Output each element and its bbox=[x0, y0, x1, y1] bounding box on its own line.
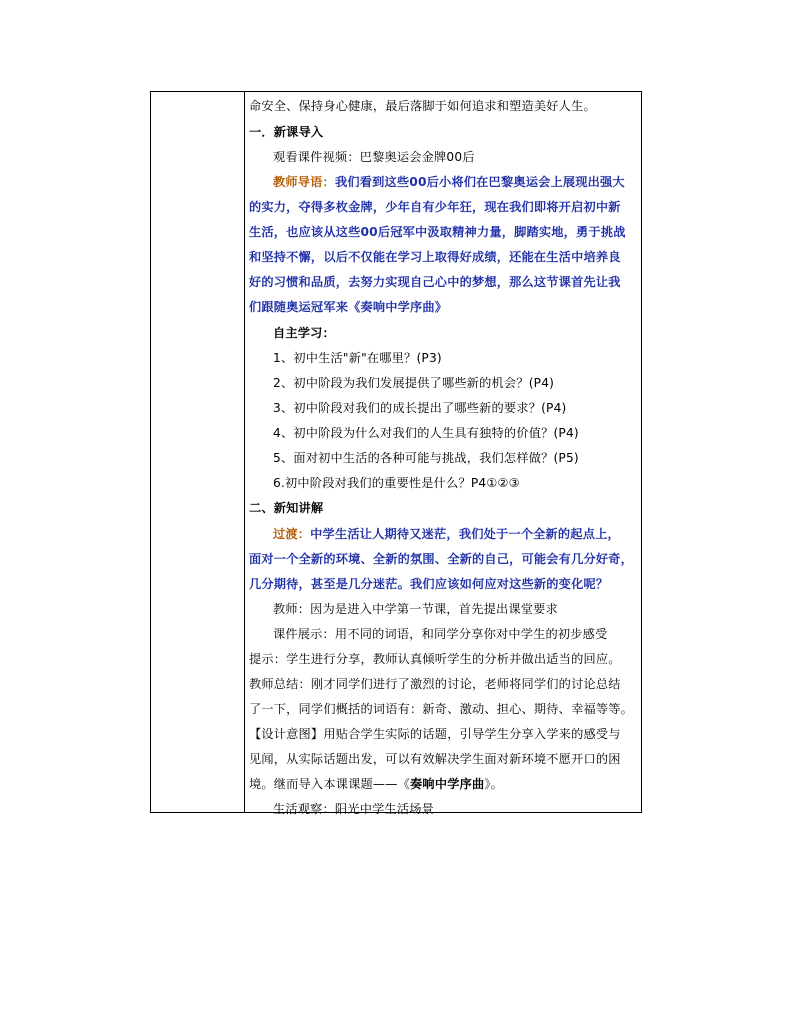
emphasis-line: 好的习惯和品质，去努力实现自己心中的梦想，那么这节课首先让我 bbox=[249, 275, 621, 289]
self-study-heading: 自主学习： bbox=[273, 326, 335, 340]
question-item: 2、初中阶段为我们发展提供了哪些新的机会？(P4) bbox=[273, 376, 555, 390]
text-line: 提示：学生进行分享，教师认真倾听学生的分析并做出适当的回应。 bbox=[249, 652, 621, 666]
lesson-title: 奏响中学序曲 bbox=[410, 777, 485, 791]
text-segment: 》。 bbox=[484, 777, 504, 791]
transition-text: 中学生活让人期待又迷茫，我们处于一个全新的起点上， bbox=[310, 527, 620, 541]
emphasis-line: 几分期待，甚至是几分迷茫。我们应该如何应对这些新的变化呢？ bbox=[249, 577, 609, 591]
column-divider bbox=[244, 92, 245, 812]
text-line: 教师：因为是进入中学第一节课，首先提出课堂要求 bbox=[273, 602, 558, 616]
emphasis-line: 生活，也应该从这些00后冠军中汲取精神力量，脚踏实地，勇于挑战 bbox=[249, 225, 626, 239]
teacher-intro-text: 我们看到这些00后小将们在巴黎奥运会上展现出强大 bbox=[334, 175, 625, 189]
section-heading-new-knowledge: 二、新知讲解 bbox=[249, 501, 324, 515]
teacher-intro-line bbox=[273, 175, 625, 189]
text-line: 生活观察：阳光中学生活场景 bbox=[273, 802, 435, 816]
text-line bbox=[249, 777, 503, 791]
section-heading-intro: 一．新课导入 bbox=[249, 125, 324, 139]
text-line: 教师总结：刚才同学们进行了激烈的讨论，老师将同学们的讨论总结 bbox=[249, 677, 621, 691]
emphasis-line: 和坚持不懈，以后不仅能在学习上取得好成绩，还能在生活中培养良 bbox=[249, 250, 621, 264]
text-line: 观看课件视频：巴黎奥运会金牌00后 bbox=[273, 150, 475, 164]
text-line: 命安全、保持身心健康，最后落脚于如何追求和塑造美好人生。 bbox=[249, 99, 596, 113]
question-item: 1、初中生活"新"在哪里？(P3) bbox=[273, 351, 442, 365]
emphasis-line: 面对一个全新的环境、全新的氛围、全新的自己，可能会有几分好奇， bbox=[249, 552, 634, 566]
teacher-intro-label: 教师导语： bbox=[273, 175, 335, 189]
question-item: 3、初中阶段对我们的成长提出了哪些新的要求？(P4) bbox=[273, 401, 567, 415]
emphasis-line: 们跟随奥运冠军来《奏响中学序曲》 bbox=[249, 300, 448, 314]
text-line: 【设计意图】用贴合学生实际的话题，引导学生分享入学来的感受与 bbox=[249, 727, 621, 741]
text-line: 了一下，同学们概括的词语有：新奇、激动、担心、期待、幸福等等。 bbox=[249, 702, 634, 716]
transition-label: 过渡： bbox=[273, 527, 311, 541]
text-line: 课件展示：用不同的词语，和同学分享你对中学生的初步感受 bbox=[273, 627, 608, 641]
question-item: 6.初中阶段对我们的重要性是什么？P4①②③ bbox=[273, 476, 520, 490]
emphasis-line: 的实力，夺得多枚金牌，少年自有少年狂，现在我们即将开启初中新 bbox=[249, 200, 621, 214]
transition-line bbox=[273, 527, 620, 541]
text-line: 见闻，从实际话题出发，可以有效解决学生面对新环境不愿开口的困 bbox=[249, 752, 621, 766]
text-segment: 境。继而导入本课课题——《 bbox=[249, 777, 411, 791]
question-item: 5、面对初中生活的各种可能与挑战，我们怎样做？(P5) bbox=[273, 451, 579, 465]
question-item: 4、初中阶段为什么对我们的人生具有独特的价值？(P4) bbox=[273, 426, 579, 440]
